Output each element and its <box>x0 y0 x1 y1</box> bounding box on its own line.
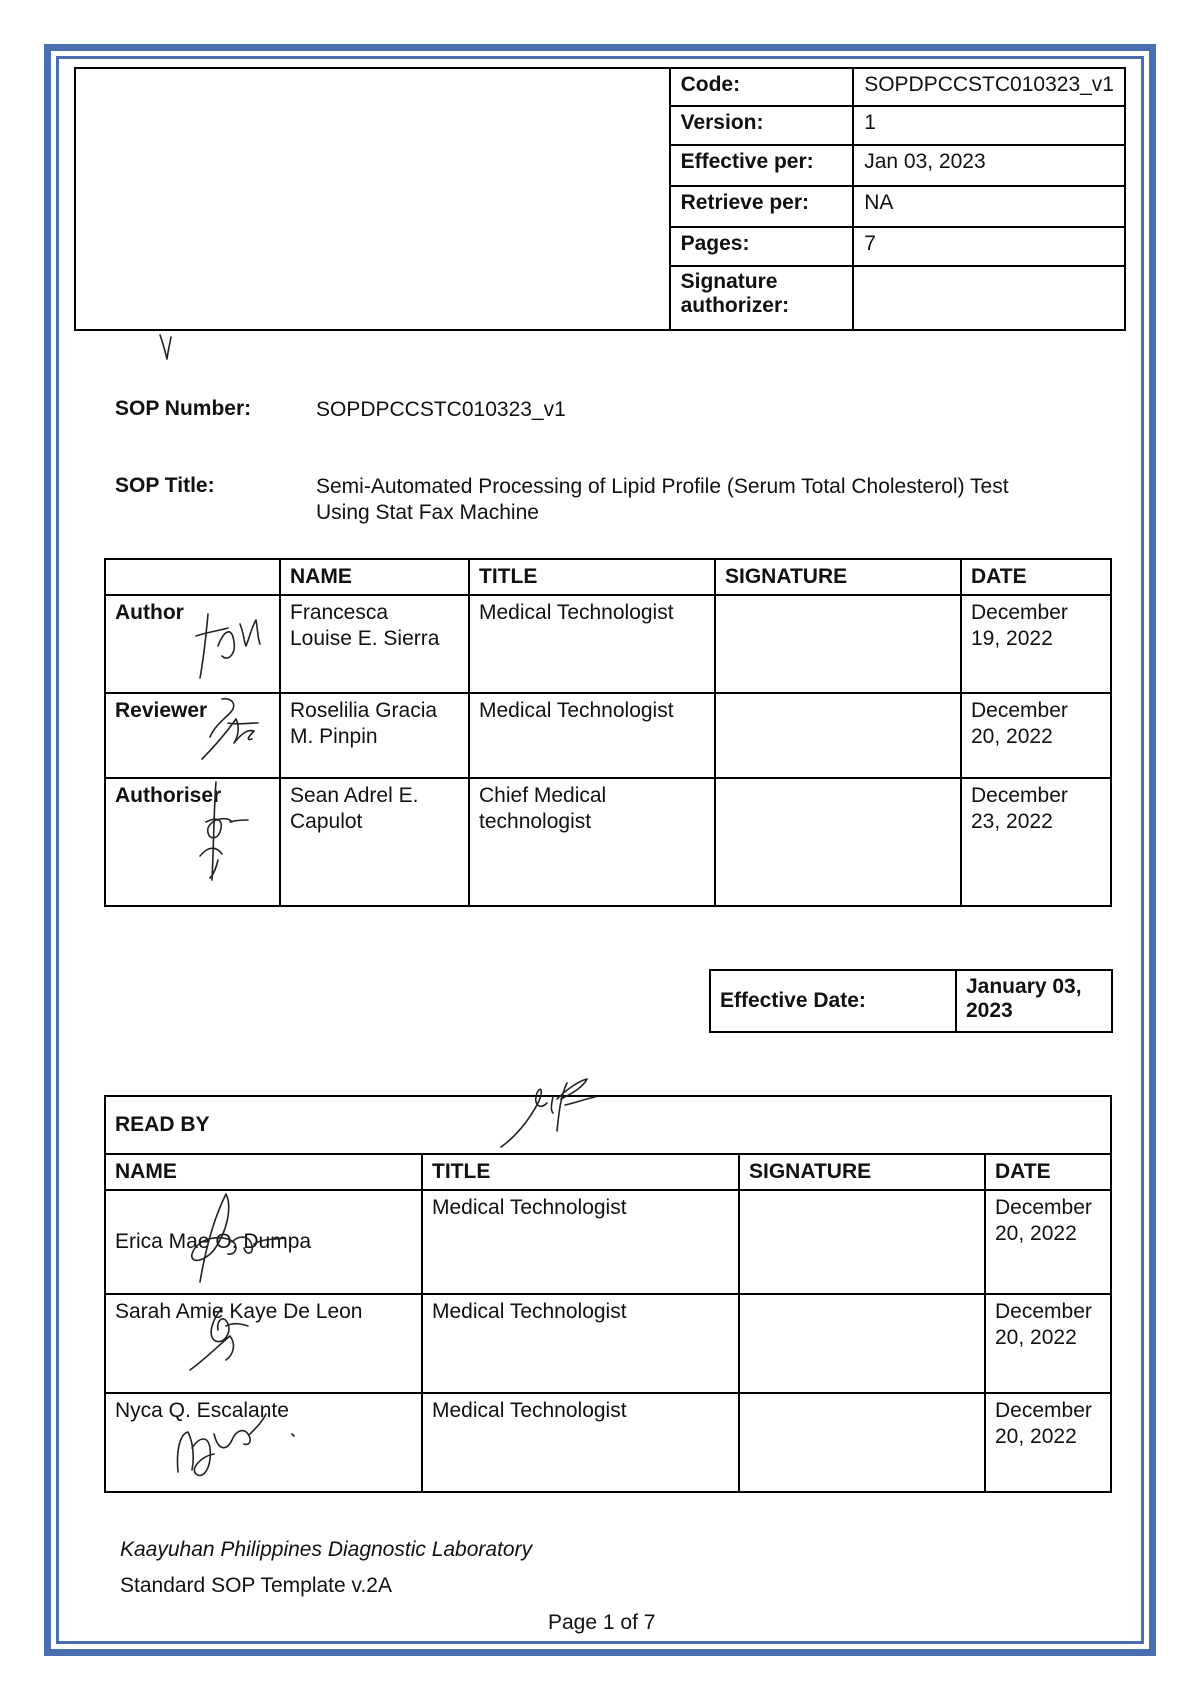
read-by-signature <box>739 1190 985 1294</box>
approval-name-line1: Roselilia Gracia <box>290 699 438 722</box>
read-by-title: Medical Technologist <box>422 1393 739 1492</box>
approval-date-line2: 23, 2022 <box>971 810 1053 833</box>
footer-template: Standard SOP Template v.2A <box>120 1574 392 1597</box>
effective-date-table <box>709 969 1113 1033</box>
approval-title-line1: Medical Technologist <box>479 601 674 624</box>
approval-title-line1: Medical Technologist <box>479 699 674 722</box>
approval-row-authoriser <box>105 778 1111 906</box>
approval-table <box>104 558 1112 907</box>
effective-date-value-line1: January 03, <box>966 975 1082 998</box>
read-by-date-line1: December <box>995 1196 1092 1219</box>
approval-row-author <box>105 595 1111 693</box>
approval-name-line1: Francesca <box>290 601 389 624</box>
effective-per-label: Effective per: <box>670 145 854 186</box>
signature-authorizer-label <box>670 266 854 330</box>
approval-header-signature: SIGNATURE <box>715 559 961 595</box>
read-by-date <box>985 1393 1111 1492</box>
read-by-header-signature: SIGNATURE <box>739 1154 985 1190</box>
version-value: 1 <box>853 106 1125 145</box>
read-by-date-line2: 20, 2022 <box>995 1222 1077 1245</box>
read-by-row <box>105 1190 1111 1294</box>
approval-date <box>961 778 1111 906</box>
approval-name-line2: Capulot <box>290 810 363 833</box>
approval-signature <box>715 595 961 693</box>
approval-header-title: TITLE <box>469 559 715 595</box>
sop-title-line1: Semi-Automated Processing of Lipid Profile (Serum Total Cholesterol) Test <box>316 475 1009 498</box>
read-by-name: Erica Mae O. Dumpa <box>105 1190 422 1294</box>
sop-title-label: SOP Title: <box>115 474 215 497</box>
read-by-date-line1: December <box>995 1399 1092 1422</box>
effective-per-value: Jan 03, 2023 <box>853 145 1125 186</box>
read-by-date <box>985 1294 1111 1393</box>
approval-title-line1: Chief Medical <box>479 784 607 807</box>
sop-number-label: SOP Number: <box>115 397 252 420</box>
read-by-date-line1: December <box>995 1300 1092 1323</box>
approval-name <box>280 595 469 693</box>
signature-authorizer-value <box>853 266 1125 330</box>
approval-date-line1: December <box>971 601 1068 624</box>
sop-title-value <box>316 474 1009 526</box>
approval-signature <box>715 778 961 906</box>
approval-header-role <box>105 559 280 595</box>
effective-date-label: Effective Date: <box>710 970 956 1032</box>
read-by-row <box>105 1294 1111 1393</box>
approval-name-line2: M. Pinpin <box>290 725 378 748</box>
approval-title <box>469 778 715 906</box>
approval-date-line2: 20, 2022 <box>971 725 1053 748</box>
logo-area <box>75 68 670 330</box>
read-by-header-title: TITLE <box>422 1154 739 1190</box>
effective-date-value <box>956 970 1112 1032</box>
read-by-header-date: DATE <box>985 1154 1111 1190</box>
approval-name <box>280 778 469 906</box>
approval-date <box>961 693 1111 778</box>
signature-authorizer-label-line2: authorizer: <box>680 294 790 317</box>
approval-row-reviewer <box>105 693 1111 778</box>
read-by-title: Medical Technologist <box>422 1190 739 1294</box>
approval-signature <box>715 693 961 778</box>
approval-name-line1: Sean Adrel E. <box>290 784 419 807</box>
approval-role: Reviewer <box>105 693 280 778</box>
retrieve-per-value: NA <box>853 186 1125 227</box>
read-by-signature <box>739 1393 985 1492</box>
read-by-table <box>104 1095 1112 1493</box>
retrieve-per-label: Retrieve per: <box>670 186 854 227</box>
approval-name-line2: Louise E. Sierra <box>290 627 440 650</box>
approval-role: Authoriser <box>105 778 280 906</box>
approval-name <box>280 693 469 778</box>
effective-date-value-line2: 2023 <box>966 999 1013 1022</box>
sop-number-value: SOPDPCCSTC010323_v1 <box>316 398 566 421</box>
read-by-heading: READ BY <box>105 1096 1111 1154</box>
signature-authorizer-label-line1: Signature <box>680 270 778 293</box>
code-value: SOPDPCCSTC010323_v1 <box>853 68 1125 106</box>
pages-value: 7 <box>853 227 1125 266</box>
approval-role: Author <box>105 595 280 693</box>
read-by-date-line2: 20, 2022 <box>995 1425 1077 1448</box>
read-by-date-line2: 20, 2022 <box>995 1326 1077 1349</box>
approval-date <box>961 595 1111 693</box>
code-label: Code: <box>670 68 854 106</box>
read-by-date <box>985 1190 1111 1294</box>
read-by-name: Sarah Amie Kaye De Leon <box>105 1294 422 1393</box>
approval-date-line1: December <box>971 784 1068 807</box>
approval-date-line1: December <box>971 699 1068 722</box>
footer-page-number: Page 1 of 7 <box>548 1611 656 1634</box>
pages-label: Pages: <box>670 227 854 266</box>
sop-title-line2: Using Stat Fax Machine <box>316 501 539 524</box>
version-label: Version: <box>670 106 854 145</box>
read-by-name: Nyca Q. Escalante <box>105 1393 422 1492</box>
approval-header-name: NAME <box>280 559 469 595</box>
approval-title <box>469 595 715 693</box>
footer-org: Kaayuhan Philippines Diagnostic Laboratory <box>120 1538 533 1561</box>
approval-date-line2: 19, 2022 <box>971 627 1053 650</box>
document-control-table <box>74 67 1126 331</box>
read-by-title: Medical Technologist <box>422 1294 739 1393</box>
read-by-header-name: NAME <box>105 1154 422 1190</box>
approval-header-date: DATE <box>961 559 1111 595</box>
read-by-signature <box>739 1294 985 1393</box>
approval-title-line2: technologist <box>479 810 592 833</box>
approval-title <box>469 693 715 778</box>
read-by-row <box>105 1393 1111 1492</box>
